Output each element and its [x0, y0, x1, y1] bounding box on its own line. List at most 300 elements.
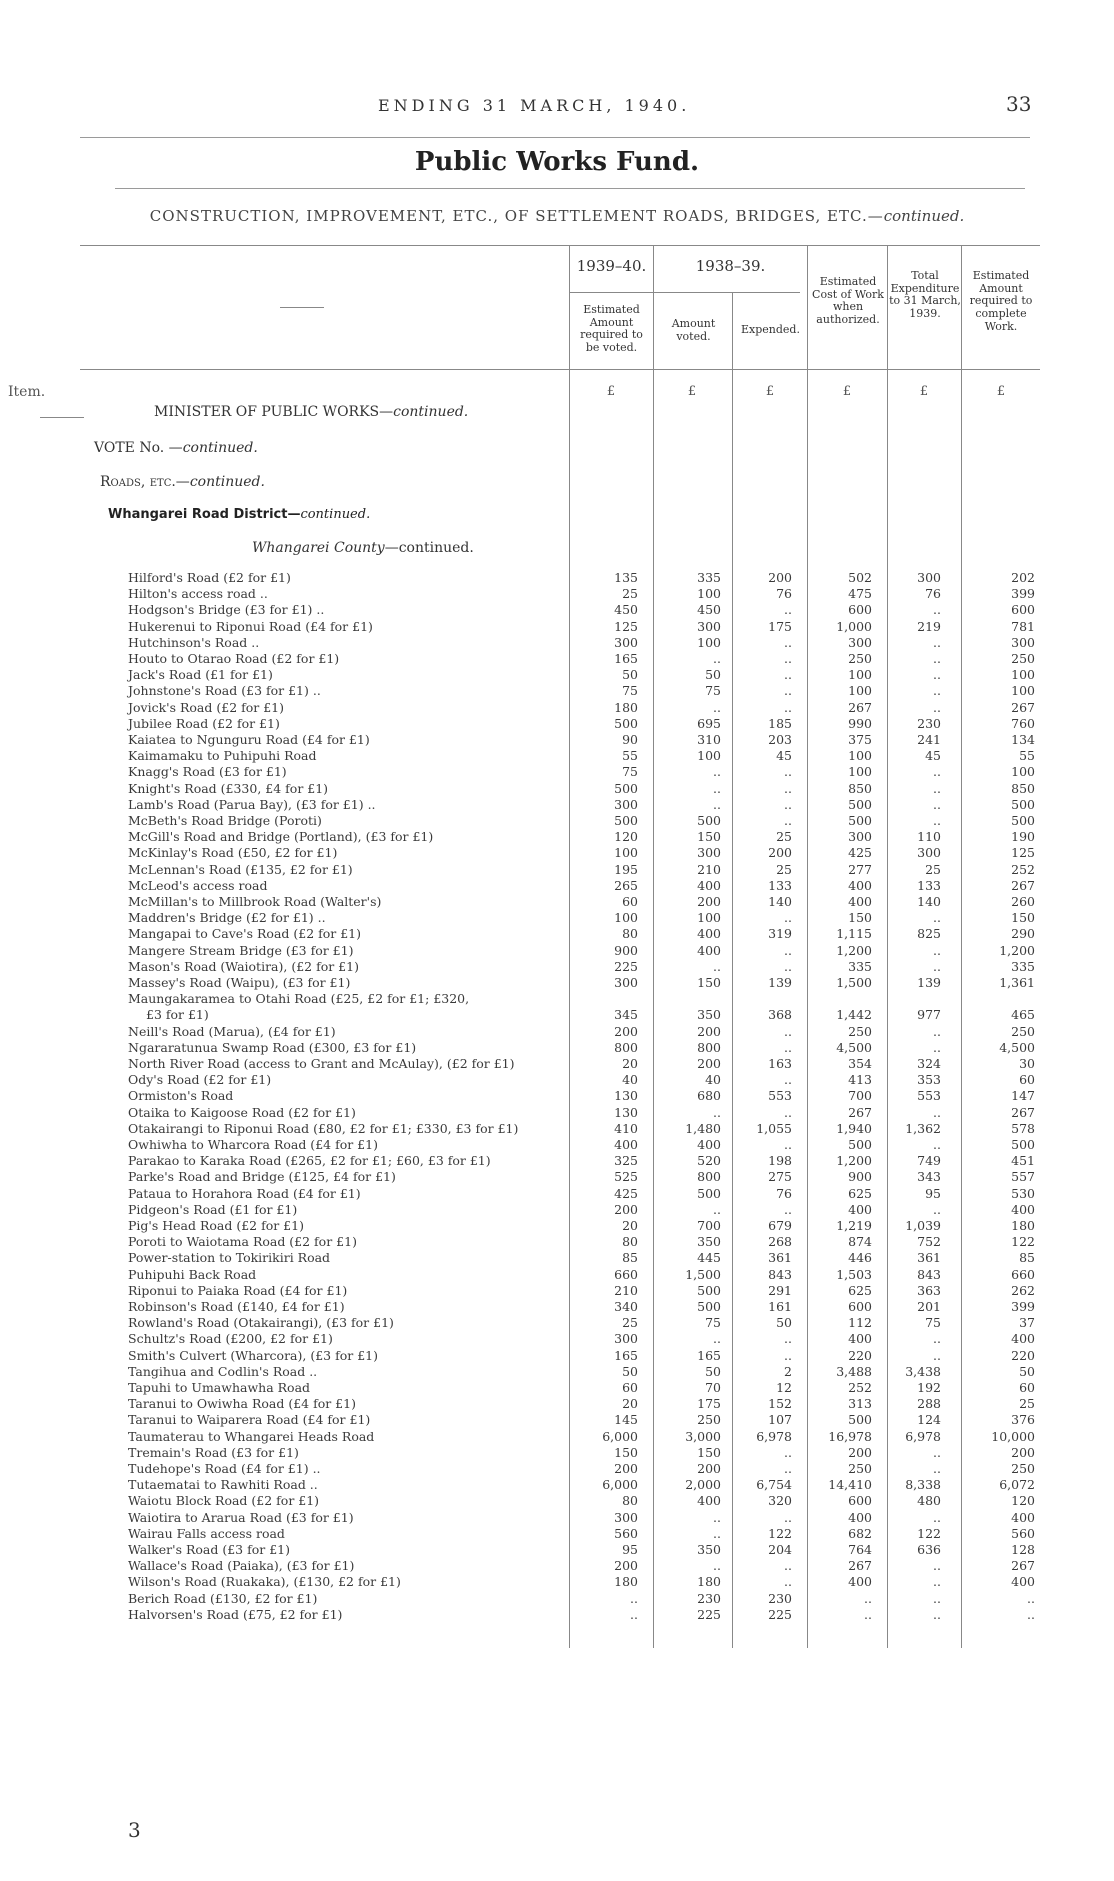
- table-row: [0, 765, 1114, 779]
- row-value-col6: 85: [1019, 1250, 1035, 1266]
- table-row: [0, 1008, 1114, 1022]
- row-name: McGill's Road and Bridge (Portland), (£3 for £1): [128, 829, 434, 845]
- currency-marker: £: [687, 384, 697, 399]
- row-value-col2: ..: [713, 958, 721, 974]
- row-value-col4: 100: [848, 764, 872, 780]
- table-row: [0, 1575, 1114, 1589]
- row-value-col3: ..: [784, 1509, 792, 1525]
- section-roads: Roads, etc.—continued.: [100, 474, 265, 490]
- row-value-col3: 6,754: [756, 1477, 792, 1493]
- header-amount-voted: Amount voted.: [671, 317, 716, 343]
- row-value-col1: 6,000: [602, 1428, 638, 1444]
- row-name: Robinson's Road (£140, £4 for £1): [128, 1299, 345, 1314]
- row-value-col2: 150: [697, 1444, 721, 1460]
- stub-dash: [280, 307, 324, 308]
- row-value-col5: ..: [933, 1461, 941, 1476]
- row-value-col2: 695: [697, 715, 721, 731]
- running-head: ENDING 31 MARCH, 1940.: [378, 96, 691, 115]
- row-value-col6: 781: [1011, 618, 1035, 634]
- row-name: Kaimamaku to Puhipuhi Road: [128, 748, 317, 764]
- row-value-col3: 203: [768, 732, 792, 747]
- row-value-col4: 413: [848, 1072, 872, 1088]
- row-value-col2: 70: [705, 1380, 721, 1395]
- row-name: Parakao to Karaka Road (£265, £2 for £1; £60, £3 for £1): [128, 1153, 491, 1169]
- row-value-col4: 1,442: [836, 1007, 872, 1023]
- row-value-col5: 124: [917, 1412, 941, 1428]
- row-value-col4: 400: [848, 1201, 872, 1217]
- row-value-col4: 625: [848, 1282, 872, 1298]
- table-row: [0, 603, 1114, 617]
- table-row: [0, 1543, 1114, 1557]
- row-value-col5: ..: [933, 1137, 941, 1152]
- row-value-col6: 260: [1011, 894, 1035, 909]
- row-value-col6: 660: [1011, 1266, 1035, 1282]
- table-row: [0, 1219, 1114, 1233]
- row-name: Houto to Otarao Road (£2 for £1): [128, 651, 340, 666]
- row-value-col2: ..: [713, 1201, 721, 1217]
- row-value-col3: 291: [768, 1282, 792, 1298]
- row-value-col4: 500: [848, 813, 872, 828]
- row-value-col5: 1,362: [905, 1120, 941, 1136]
- row-value-col5: 201: [917, 1299, 941, 1314]
- row-name: Ody's Road (£2 for £1): [128, 1072, 272, 1088]
- table-row: [0, 1268, 1114, 1282]
- row-value-col1: 95: [622, 1542, 638, 1557]
- row-value-col1: ..: [630, 1590, 638, 1606]
- row-value-col6: 267: [1011, 1104, 1035, 1120]
- row-value-col3: ..: [784, 796, 792, 812]
- row-value-col6: 250: [1011, 1461, 1035, 1476]
- row-value-col4: 277: [848, 861, 872, 877]
- section-vote: VOTE No. —continued.: [94, 440, 258, 456]
- row-value-col1: 210: [614, 1282, 638, 1298]
- row-value-col4: 1,000: [836, 618, 872, 634]
- row-value-col2: 350: [697, 1234, 721, 1250]
- title-rule: [115, 188, 1025, 189]
- row-value-col5: 300: [917, 845, 941, 861]
- row-value-col6: ..: [1027, 1606, 1035, 1622]
- row-value-col3: 275: [768, 1169, 792, 1185]
- row-value-col3: 139: [768, 975, 792, 990]
- row-value-col5: 139: [917, 975, 941, 990]
- header-expended: Expended.: [741, 323, 800, 336]
- row-value-col1: 525: [614, 1169, 638, 1185]
- table-row: [0, 1608, 1114, 1622]
- row-value-col3: ..: [784, 1574, 792, 1590]
- row-value-col3: ..: [784, 1558, 792, 1574]
- row-value-col3: ..: [784, 813, 792, 828]
- row-value-col5: ..: [933, 634, 941, 650]
- row-value-col1: 20: [622, 1218, 638, 1233]
- table-row: [0, 1413, 1114, 1427]
- year-divider-rule: [570, 292, 800, 293]
- table-row: [0, 846, 1114, 860]
- row-value-col3: 553: [768, 1088, 792, 1104]
- row-value-col4: 990: [848, 715, 872, 731]
- row-value-col4: 16,978: [828, 1428, 872, 1444]
- row-value-col6: 578: [1011, 1120, 1035, 1136]
- table-row: [0, 1559, 1114, 1573]
- row-value-col4: 267: [848, 699, 872, 715]
- row-value-col4: 100: [848, 667, 872, 683]
- item-dash: [40, 417, 84, 418]
- row-value-col5: ..: [933, 1331, 941, 1347]
- row-name: £3 for £1): [146, 1007, 209, 1023]
- row-value-col4: 375: [848, 732, 872, 747]
- table-top-rule: [80, 245, 1040, 246]
- row-value-col3: 163: [768, 1056, 792, 1071]
- row-value-col1: 180: [614, 699, 638, 715]
- row-value-col4: 500: [848, 796, 872, 812]
- table-row: [0, 587, 1114, 601]
- row-name: Neill's Road (Marua), (£4 for £1): [128, 1023, 336, 1039]
- row-value-col1: 660: [614, 1266, 638, 1282]
- row-value-col6: 4,500: [999, 1039, 1035, 1055]
- row-name: Johnstone's Road (£3 for £1) ..: [128, 683, 321, 699]
- row-value-col3: 368: [768, 1007, 792, 1023]
- row-value-col5: ..: [933, 1023, 941, 1039]
- row-value-col6: 37: [1019, 1315, 1035, 1331]
- row-value-col6: 530: [1011, 1185, 1035, 1201]
- row-value-col3: 268: [768, 1234, 792, 1250]
- row-value-col1: 900: [614, 942, 638, 958]
- row-value-col3: 319: [768, 926, 792, 942]
- row-value-col6: 760: [1011, 715, 1035, 731]
- row-name: Rowland's Road (Otakairangi), (£3 for £1): [128, 1315, 394, 1331]
- row-name: Pidgeon's Road (£1 for £1): [128, 1201, 298, 1217]
- table-row: [0, 1462, 1114, 1476]
- row-value-col3: 25: [776, 861, 792, 877]
- row-value-col6: 335: [1011, 958, 1035, 974]
- row-value-col6: 134: [1011, 732, 1035, 747]
- row-value-col5: ..: [933, 667, 941, 683]
- row-value-col2: ..: [713, 1558, 721, 1574]
- row-value-col1: 195: [614, 861, 638, 877]
- row-value-col6: 200: [1011, 1444, 1035, 1460]
- currency-marker: £: [606, 384, 616, 399]
- row-value-col4: 475: [848, 586, 872, 602]
- row-value-col4: 874: [848, 1234, 872, 1250]
- row-value-col4: 150: [848, 910, 872, 926]
- row-name: Owhiwha to Wharcora Road (£4 for £1): [128, 1137, 378, 1152]
- row-value-col1: 75: [622, 683, 638, 699]
- row-value-col1: ..: [630, 1606, 638, 1622]
- row-value-col3: ..: [784, 1023, 792, 1039]
- row-value-col2: 500: [697, 813, 721, 828]
- row-value-col1: 300: [614, 975, 638, 990]
- row-name: McBeth's Road Bridge (Poroti): [128, 813, 322, 828]
- table-row: [0, 960, 1114, 974]
- table-row: [0, 1349, 1114, 1363]
- row-value-col4: 700: [848, 1088, 872, 1104]
- row-value-col2: 500: [697, 1185, 721, 1201]
- row-value-col1: 55: [622, 748, 638, 764]
- row-name: Waiotira to Ararua Road (£3 for £1): [128, 1509, 354, 1525]
- footer-mark: 3: [128, 1818, 141, 1842]
- row-value-col3: 50: [776, 1315, 792, 1331]
- row-value-col3: 45: [776, 748, 792, 764]
- row-value-col4: 400: [848, 1574, 872, 1590]
- row-value-col6: 600: [1011, 602, 1035, 618]
- row-value-col2: 520: [697, 1153, 721, 1169]
- row-value-col4: 4,500: [836, 1039, 872, 1055]
- row-value-col4: 1,503: [836, 1266, 872, 1282]
- row-value-col4: 313: [848, 1396, 872, 1412]
- row-value-col4: 400: [848, 877, 872, 893]
- row-name: Tangihua and Codlin's Road ..: [128, 1363, 318, 1379]
- row-value-col2: 400: [697, 942, 721, 958]
- row-value-col5: 140: [917, 894, 941, 909]
- row-name: Schultz's Road (£200, £2 for £1): [128, 1331, 333, 1347]
- table-row: [0, 863, 1114, 877]
- row-value-col3: 230: [768, 1590, 792, 1606]
- row-value-col5: ..: [933, 1606, 941, 1622]
- row-name: Tremain's Road (£3 for £1): [128, 1444, 299, 1460]
- row-value-col3: ..: [784, 780, 792, 796]
- table-row: [0, 927, 1114, 941]
- row-value-col6: 60: [1019, 1380, 1035, 1395]
- row-value-col2: 50: [705, 667, 721, 683]
- row-value-col6: 128: [1011, 1542, 1035, 1557]
- row-value-col1: 500: [614, 813, 638, 828]
- row-value-col6: 400: [1011, 1331, 1035, 1347]
- row-value-col2: 200: [697, 1056, 721, 1071]
- row-value-col1: 145: [614, 1412, 638, 1428]
- row-value-col1: 125: [614, 618, 638, 634]
- row-name: Otaika to Kaigoose Road (£2 for £1): [128, 1104, 356, 1120]
- row-value-col6: 150: [1011, 910, 1035, 926]
- row-value-col1: 180: [614, 1574, 638, 1590]
- row-name: Knight's Road (£330, £4 for £1): [128, 780, 329, 796]
- row-value-col1: 100: [614, 910, 638, 926]
- row-value-col5: ..: [933, 1509, 941, 1525]
- table-row: [0, 1365, 1114, 1379]
- table-row: [0, 1332, 1114, 1346]
- row-value-col4: 625: [848, 1185, 872, 1201]
- table-row: [0, 1138, 1114, 1152]
- header-year-1938-39: 1938–39.: [695, 257, 766, 275]
- row-value-col3: 679: [768, 1218, 792, 1233]
- row-value-col4: 250: [848, 651, 872, 666]
- row-name: Tapuhi to Umawhawha Road: [128, 1380, 311, 1395]
- row-value-col3: 6,978: [756, 1428, 792, 1444]
- header-required-to-complete: Estimated Amount required to complete Work.: [969, 269, 1033, 333]
- row-value-col6: 290: [1011, 926, 1035, 942]
- row-value-col2: 100: [697, 586, 721, 602]
- row-name: Wilson's Road (Ruakaka), (£130, £2 for £1): [128, 1574, 401, 1590]
- table-row: [0, 1187, 1114, 1201]
- table-row: [0, 571, 1114, 585]
- row-value-col3: ..: [784, 1072, 792, 1088]
- row-value-col2: ..: [713, 1331, 721, 1347]
- row-value-col4: 1,115: [836, 926, 872, 942]
- row-value-col1: 300: [614, 1509, 638, 1525]
- table-row: [0, 1025, 1114, 1039]
- row-value-col6: 1,361: [999, 975, 1035, 990]
- row-value-col3: ..: [784, 1461, 792, 1476]
- currency-marker: £: [765, 384, 775, 399]
- row-value-col2: 800: [697, 1169, 721, 1185]
- row-value-col3: 320: [768, 1493, 792, 1509]
- header-estimated-amount-voted: Estimated Amount required to be voted.: [580, 303, 643, 354]
- row-value-col2: ..: [713, 651, 721, 666]
- row-value-col1: 60: [622, 1380, 638, 1395]
- row-value-col6: 30: [1019, 1056, 1035, 1071]
- row-value-col6: 100: [1011, 683, 1035, 699]
- row-name: Berich Road (£130, £2 for £1): [128, 1590, 318, 1606]
- row-value-col6: 60: [1019, 1072, 1035, 1088]
- table-row: [0, 1527, 1114, 1541]
- table-row: [0, 1122, 1114, 1136]
- table-row: [0, 976, 1114, 990]
- row-value-col4: 267: [848, 1104, 872, 1120]
- row-name: Poroti to Waiotama Road (£2 for £1): [128, 1234, 357, 1250]
- table-row: [0, 1057, 1114, 1071]
- row-value-col2: 1,480: [685, 1120, 721, 1136]
- row-value-col5: 324: [917, 1056, 941, 1071]
- item-label: Item.: [8, 384, 46, 400]
- row-value-col5: 6,978: [905, 1428, 941, 1444]
- row-value-col1: 25: [622, 586, 638, 602]
- row-value-col2: 3,000: [685, 1428, 721, 1444]
- row-value-col1: 135: [614, 570, 638, 585]
- row-value-col2: 680: [697, 1088, 721, 1104]
- row-value-col3: ..: [784, 1444, 792, 1460]
- row-value-col2: 75: [705, 1315, 721, 1331]
- row-value-col5: 25: [925, 861, 941, 877]
- row-value-col1: 300: [614, 634, 638, 650]
- row-name: Otakairangi to Riponui Road (£80, £2 for £1; £330, £3 for £1): [128, 1120, 519, 1136]
- row-name: Mangapai to Cave's Road (£2 for £1): [128, 926, 362, 942]
- row-value-col5: ..: [933, 910, 941, 926]
- row-value-col1: 800: [614, 1039, 638, 1055]
- row-value-col1: 75: [622, 764, 638, 780]
- row-value-col5: ..: [933, 1104, 941, 1120]
- row-name: Halvorsen's Road (£75, £2 for £1): [128, 1606, 343, 1622]
- row-value-col1: 50: [622, 1363, 638, 1379]
- row-value-col5: 76: [925, 586, 941, 602]
- row-value-col6: 1,200: [999, 942, 1035, 958]
- table-row: [0, 1300, 1114, 1314]
- row-name: McMillan's to Millbrook Road (Walter's): [128, 894, 382, 909]
- row-value-col1: 165: [614, 1347, 638, 1363]
- row-value-col5: 192: [917, 1380, 941, 1395]
- row-value-col6: 250: [1011, 1023, 1035, 1039]
- row-value-col1: 200: [614, 1558, 638, 1574]
- row-value-col2: 500: [697, 1299, 721, 1314]
- row-value-col3: 843: [768, 1266, 792, 1282]
- row-value-col1: 80: [622, 926, 638, 942]
- row-value-col4: 764: [848, 1542, 872, 1557]
- row-value-col2: 300: [697, 618, 721, 634]
- row-value-col1: 90: [622, 732, 638, 747]
- row-value-col3: 133: [768, 877, 792, 893]
- table-row: [0, 814, 1114, 828]
- row-value-col3: ..: [784, 1137, 792, 1152]
- row-value-col5: 75: [925, 1315, 941, 1331]
- row-value-col2: 1,500: [685, 1266, 721, 1282]
- row-value-col1: 450: [614, 602, 638, 618]
- row-value-col2: 175: [697, 1396, 721, 1412]
- section-district: Whangarei Road District—continued.: [108, 507, 371, 522]
- row-value-col6: 147: [1011, 1088, 1035, 1104]
- row-value-col6: 267: [1011, 699, 1035, 715]
- row-value-col5: ..: [933, 1347, 941, 1363]
- table-row: [0, 749, 1114, 763]
- table-row: [0, 652, 1114, 666]
- row-value-col4: 500: [848, 1412, 872, 1428]
- row-name: Puhipuhi Back Road: [128, 1266, 257, 1282]
- row-value-col5: 133: [917, 877, 941, 893]
- row-name: Parke's Road and Bridge (£125, £4 for £1): [128, 1169, 396, 1185]
- table-row: [0, 1073, 1114, 1087]
- table-row: [0, 798, 1114, 812]
- table-row: [0, 1511, 1114, 1525]
- row-value-col4: 400: [848, 1509, 872, 1525]
- row-name: Wairau Falls access road: [128, 1525, 285, 1541]
- row-value-col5: ..: [933, 699, 941, 715]
- row-value-col6: 557: [1011, 1169, 1035, 1185]
- row-value-col1: 100: [614, 845, 638, 861]
- row-value-col2: ..: [713, 764, 721, 780]
- row-value-col1: 500: [614, 715, 638, 731]
- row-name: Hilford's Road (£2 for £1): [128, 570, 291, 585]
- row-value-col2: 200: [697, 894, 721, 909]
- row-value-col6: 560: [1011, 1525, 1035, 1541]
- row-value-col6: 120: [1011, 1493, 1035, 1509]
- row-value-col2: ..: [713, 1104, 721, 1120]
- row-value-col4: 425: [848, 845, 872, 861]
- table-row: [0, 944, 1114, 958]
- row-value-col3: 152: [768, 1396, 792, 1412]
- row-name: Massey's Road (Waipu), (£3 for £1): [128, 975, 351, 990]
- row-name: Waiotu Block Road (£2 for £1): [128, 1493, 320, 1509]
- row-value-col4: 220: [848, 1347, 872, 1363]
- row-value-col4: 112: [848, 1315, 872, 1331]
- row-value-col2: 300: [697, 845, 721, 861]
- table-row: [0, 911, 1114, 925]
- row-name: Taumaterau to Whangarei Heads Road: [128, 1428, 375, 1444]
- row-value-col1: 150: [614, 1444, 638, 1460]
- row-value-col5: 241: [917, 732, 941, 747]
- row-value-col2: 230: [697, 1590, 721, 1606]
- table-row: [0, 717, 1114, 731]
- row-value-col5: 8,338: [905, 1477, 941, 1493]
- row-value-col2: 350: [697, 1542, 721, 1557]
- row-name: Mangere Stream Bridge (£3 for £1): [128, 942, 354, 958]
- row-value-col6: 220: [1011, 1347, 1035, 1363]
- row-name: Jovick's Road (£2 for £1): [128, 699, 284, 715]
- row-value-col2: 400: [697, 1493, 721, 1509]
- row-value-col6: 850: [1011, 780, 1035, 796]
- row-value-col5: 45: [925, 748, 941, 764]
- row-value-col2: ..: [713, 699, 721, 715]
- row-value-col6: 250: [1011, 651, 1035, 666]
- row-value-col3: ..: [784, 651, 792, 666]
- row-value-col5: ..: [933, 683, 941, 699]
- row-value-col6: 500: [1011, 1137, 1035, 1152]
- row-value-col6: 55: [1019, 748, 1035, 764]
- row-value-col5: 219: [917, 618, 941, 634]
- section-county: Whangarei County—continued.: [252, 540, 474, 556]
- table-row: [0, 733, 1114, 747]
- row-value-col3: 161: [768, 1299, 792, 1314]
- row-value-col2: 165: [697, 1347, 721, 1363]
- row-name: Riponui to Paiaka Road (£4 for £1): [128, 1282, 348, 1298]
- row-value-col4: 1,219: [836, 1218, 872, 1233]
- row-value-col2: 150: [697, 975, 721, 990]
- row-value-col3: 122: [768, 1525, 792, 1541]
